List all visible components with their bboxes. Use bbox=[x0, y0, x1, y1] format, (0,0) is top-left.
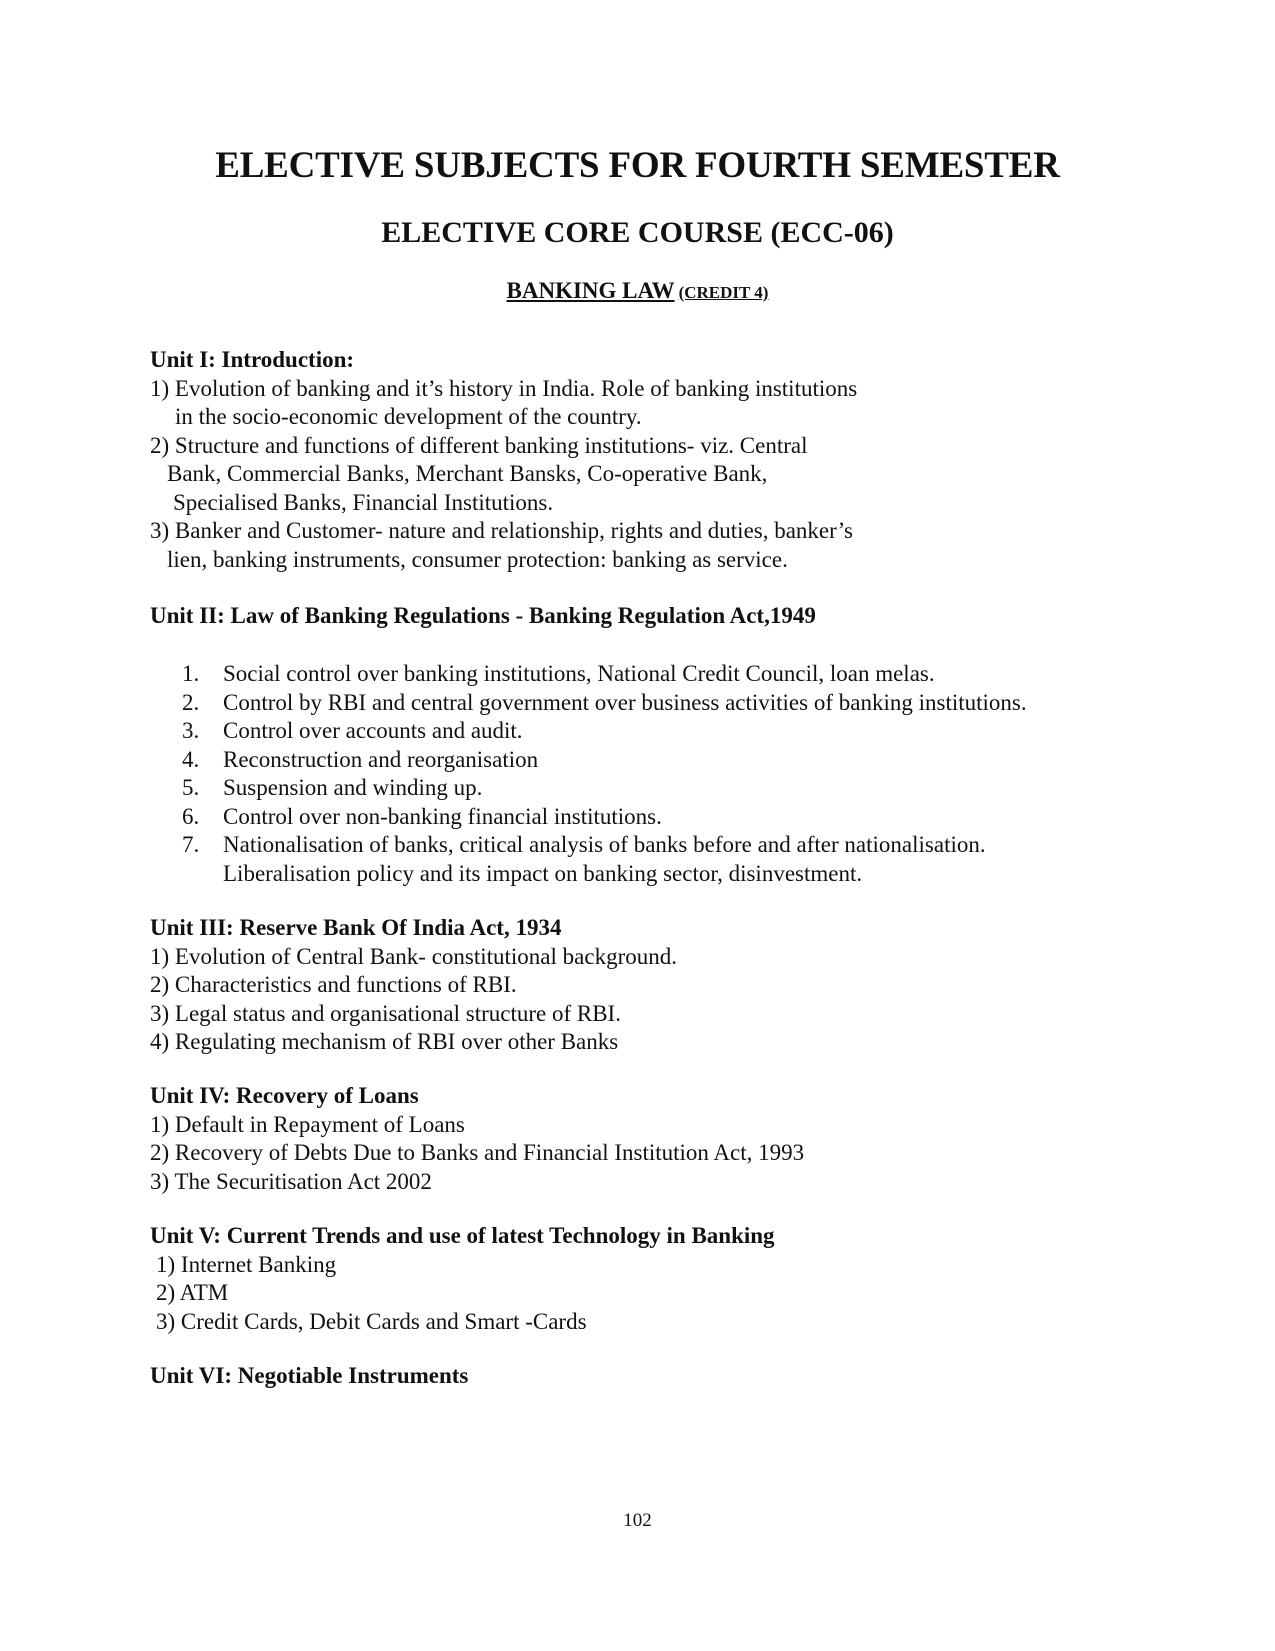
unit-5-line: 1) Internet Banking bbox=[156, 1251, 337, 1277]
unit-3-line: 2) Characteristics and functions of RBI. bbox=[150, 972, 517, 997]
unit-1-line: 3) Banker and Customer- nature and relationship, rights and duties, banker’s bbox=[150, 518, 853, 543]
list-item-text: Social control over banking institutions, National Credit Council, loan melas. bbox=[223, 661, 935, 686]
unit-3-line: 1) Evolution of Central Bank- constitutional background. bbox=[150, 943, 677, 969]
list-item-number: 5. bbox=[182, 775, 200, 800]
list-item-number: 3. bbox=[182, 718, 200, 743]
list-item-number: 4. bbox=[182, 746, 200, 772]
list-item-number: 6. bbox=[182, 803, 200, 829]
unit-4-line: 3) The Securitisation Act 2002 bbox=[150, 1168, 432, 1194]
course-category-subtitle: ELECTIVE CORE COURSE (ECC-06) bbox=[381, 216, 894, 249]
list-item bbox=[182, 803, 1027, 832]
page-number: 102 bbox=[623, 1510, 652, 1531]
main-title: ELECTIVE SUBJECTS FOR FOURTH SEMESTER bbox=[215, 145, 1060, 186]
unit-1-line: Specialised Banks, Financial Institutions. bbox=[173, 489, 554, 515]
course-name: BANKING LAW bbox=[506, 278, 675, 303]
unit-5-section bbox=[150, 1222, 775, 1336]
unit-5-line: 2) ATM bbox=[156, 1280, 229, 1305]
list-item-number: 1. bbox=[182, 661, 200, 686]
list-item-text: Suspension and winding up. bbox=[223, 775, 483, 800]
list-item bbox=[182, 689, 1027, 718]
list-item-number: 7. bbox=[182, 832, 200, 857]
unit-1-heading: Unit I: Introduction: bbox=[150, 347, 355, 372]
list-item bbox=[182, 831, 1027, 888]
list-item-text: Control by RBI and central government over business activities of banking institutions. bbox=[223, 689, 1027, 715]
unit-4-heading: Unit IV: Recovery of Loans bbox=[150, 1083, 419, 1108]
unit-5-heading: Unit V: Current Trends and use of latest Technology in Banking bbox=[150, 1223, 775, 1248]
course-credit: (CREDIT 4) bbox=[678, 283, 769, 302]
unit-1-line: 1) Evolution of banking and it’s history in India. Role of banking institutions bbox=[150, 375, 858, 401]
list-item-text: Control over accounts and audit. bbox=[223, 718, 523, 743]
unit-4-section bbox=[150, 1082, 804, 1196]
course-title bbox=[0, 276, 1275, 309]
unit-2-list bbox=[182, 660, 1027, 888]
unit-6-heading: Unit VI: Negotiable Instruments bbox=[150, 1363, 469, 1388]
unit-5-line: 3) Credit Cards, Debit Cards and Smart -Cards bbox=[156, 1308, 587, 1334]
unit-4-line: 1) Default in Repayment of Loans bbox=[150, 1111, 465, 1137]
unit-3-heading: Unit III: Reserve Bank Of India Act, 1934 bbox=[150, 915, 562, 940]
unit-1-line: lien, banking instruments, consumer protection: banking as service. bbox=[167, 546, 788, 572]
list-item bbox=[182, 717, 1027, 746]
unit-4-line: 2) Recovery of Debts Due to Banks and Financial Institution Act, 1993 bbox=[150, 1140, 805, 1165]
list-item-number: 2. bbox=[182, 689, 200, 715]
list-item bbox=[182, 774, 1027, 803]
list-item bbox=[182, 746, 1027, 775]
unit-1-line: Bank, Commercial Banks, Merchant Bansks, Co-operative Bank, bbox=[167, 461, 768, 486]
list-item bbox=[182, 660, 1027, 689]
list-item-text: Reconstruction and reorganisation bbox=[223, 746, 539, 772]
unit-1-line: 2) Structure and functions of different banking institutions- viz. Central bbox=[150, 432, 808, 458]
unit-3-section bbox=[150, 914, 677, 1057]
unit-1-section bbox=[150, 346, 857, 574]
unit-3-line: 4) Regulating mechanism of RBI over other Banks bbox=[150, 1029, 619, 1054]
list-item-text: Nationalisation of banks, critical analysis of banks before and after nationalisation. bbox=[223, 832, 986, 857]
unit-1-line: in the socio-economic development of the country. bbox=[175, 404, 642, 429]
list-item-text: Control over non-banking financial institutions. bbox=[223, 803, 662, 829]
list-item-continuation: Liberalisation policy and its impact on banking sector, disinvestment. bbox=[223, 860, 863, 886]
unit-3-line: 3) Legal status and organisational structure of RBI. bbox=[150, 1000, 621, 1026]
unit-2-heading: Unit II: Law of Banking Regulations - Banking Regulation Act,1949 bbox=[150, 603, 816, 628]
